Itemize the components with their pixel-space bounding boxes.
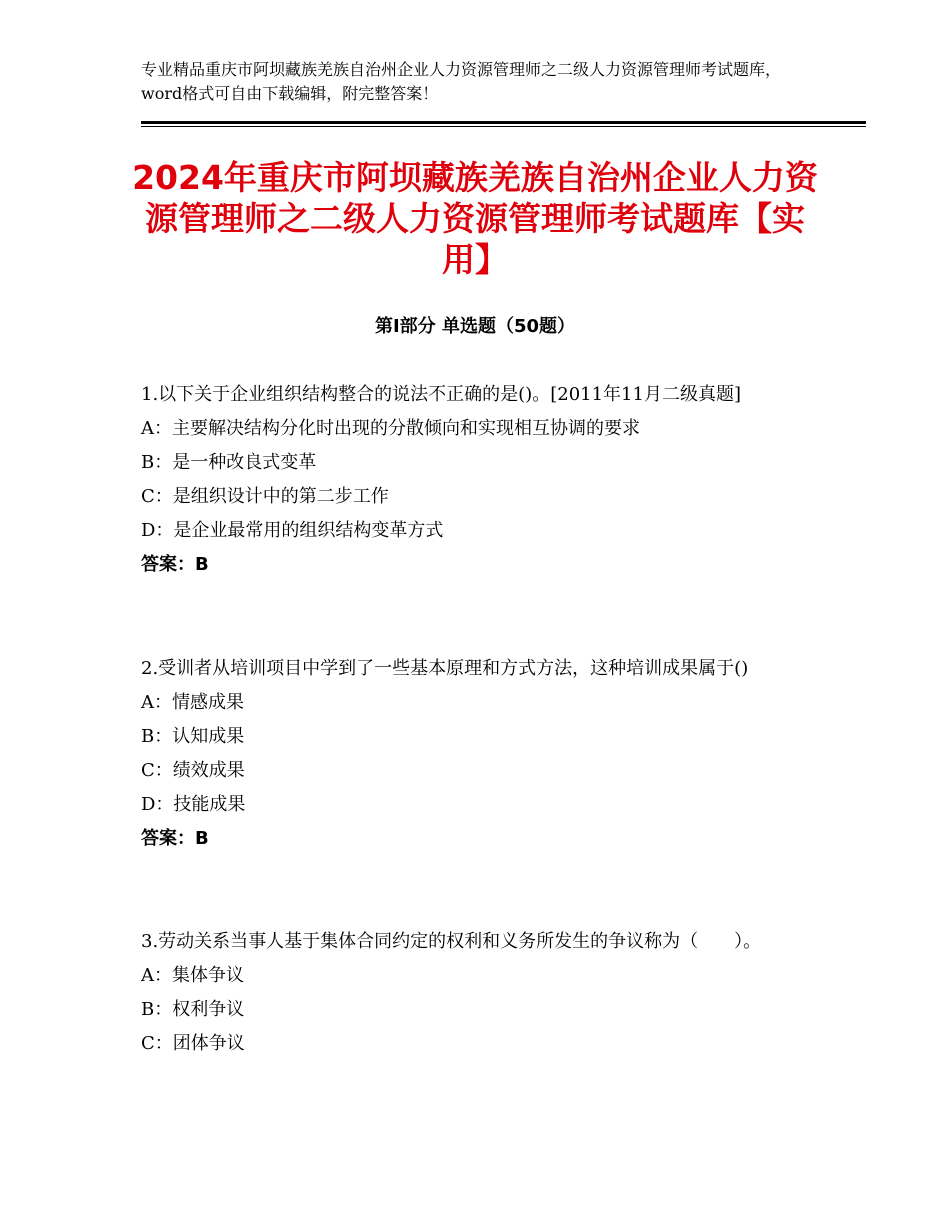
option-a: A：集体争议 [141,965,244,986]
option-b: B：权利争议 [141,999,245,1020]
option-c: C：是组织设计中的第二步工作 [141,486,389,507]
header-rule-thick [141,121,866,124]
option-b: B：认知成果 [141,726,245,747]
answer-line: 答案：B [141,828,209,849]
question-stem: 1.以下关于企业组织结构整合的说法不正确的是()。[2011年11月二级真题] [141,384,741,405]
header-note: 专业精品重庆市阿坝藏族羌族自治州企业人力资源管理师之二级人力资源管理师考试题库，word格式可自由下载编辑，附完整答案！ [141,60,782,103]
question-stem: 3.劳动关系当事人基于集体合同约定的权利和义务所发生的争议称为（ ）。 [141,931,762,952]
question-3 [141,925,801,1061]
option-c: C：绩效成果 [141,760,245,781]
section-title: 第Ⅰ部分 单选题（50题） [374,316,575,337]
option-a: A：主要解决结构分化时出现的分散倾向和实现相互协调的要求 [141,418,640,439]
option-a: A：情感成果 [141,692,244,713]
document-title: 2024年重庆市阿坝藏族羌族自治州企业人力资源管理师之二级人力资源管理师考试题库【实用】 [132,158,818,279]
option-d: D：是企业最常用的组织结构变革方式 [141,520,444,541]
header-rule-thin [141,126,866,127]
option-b: B：是一种改良式变革 [141,452,317,473]
question-2 [141,652,801,856]
question-stem: 2.受训者从培训项目中学到了一些基本原理和方式方法，这种培训成果属于() [141,658,749,679]
answer-line: 答案：B [141,554,209,575]
option-d: D：技能成果 [141,794,246,815]
question-1 [141,378,801,582]
option-c: C：团体争议 [141,1033,245,1054]
